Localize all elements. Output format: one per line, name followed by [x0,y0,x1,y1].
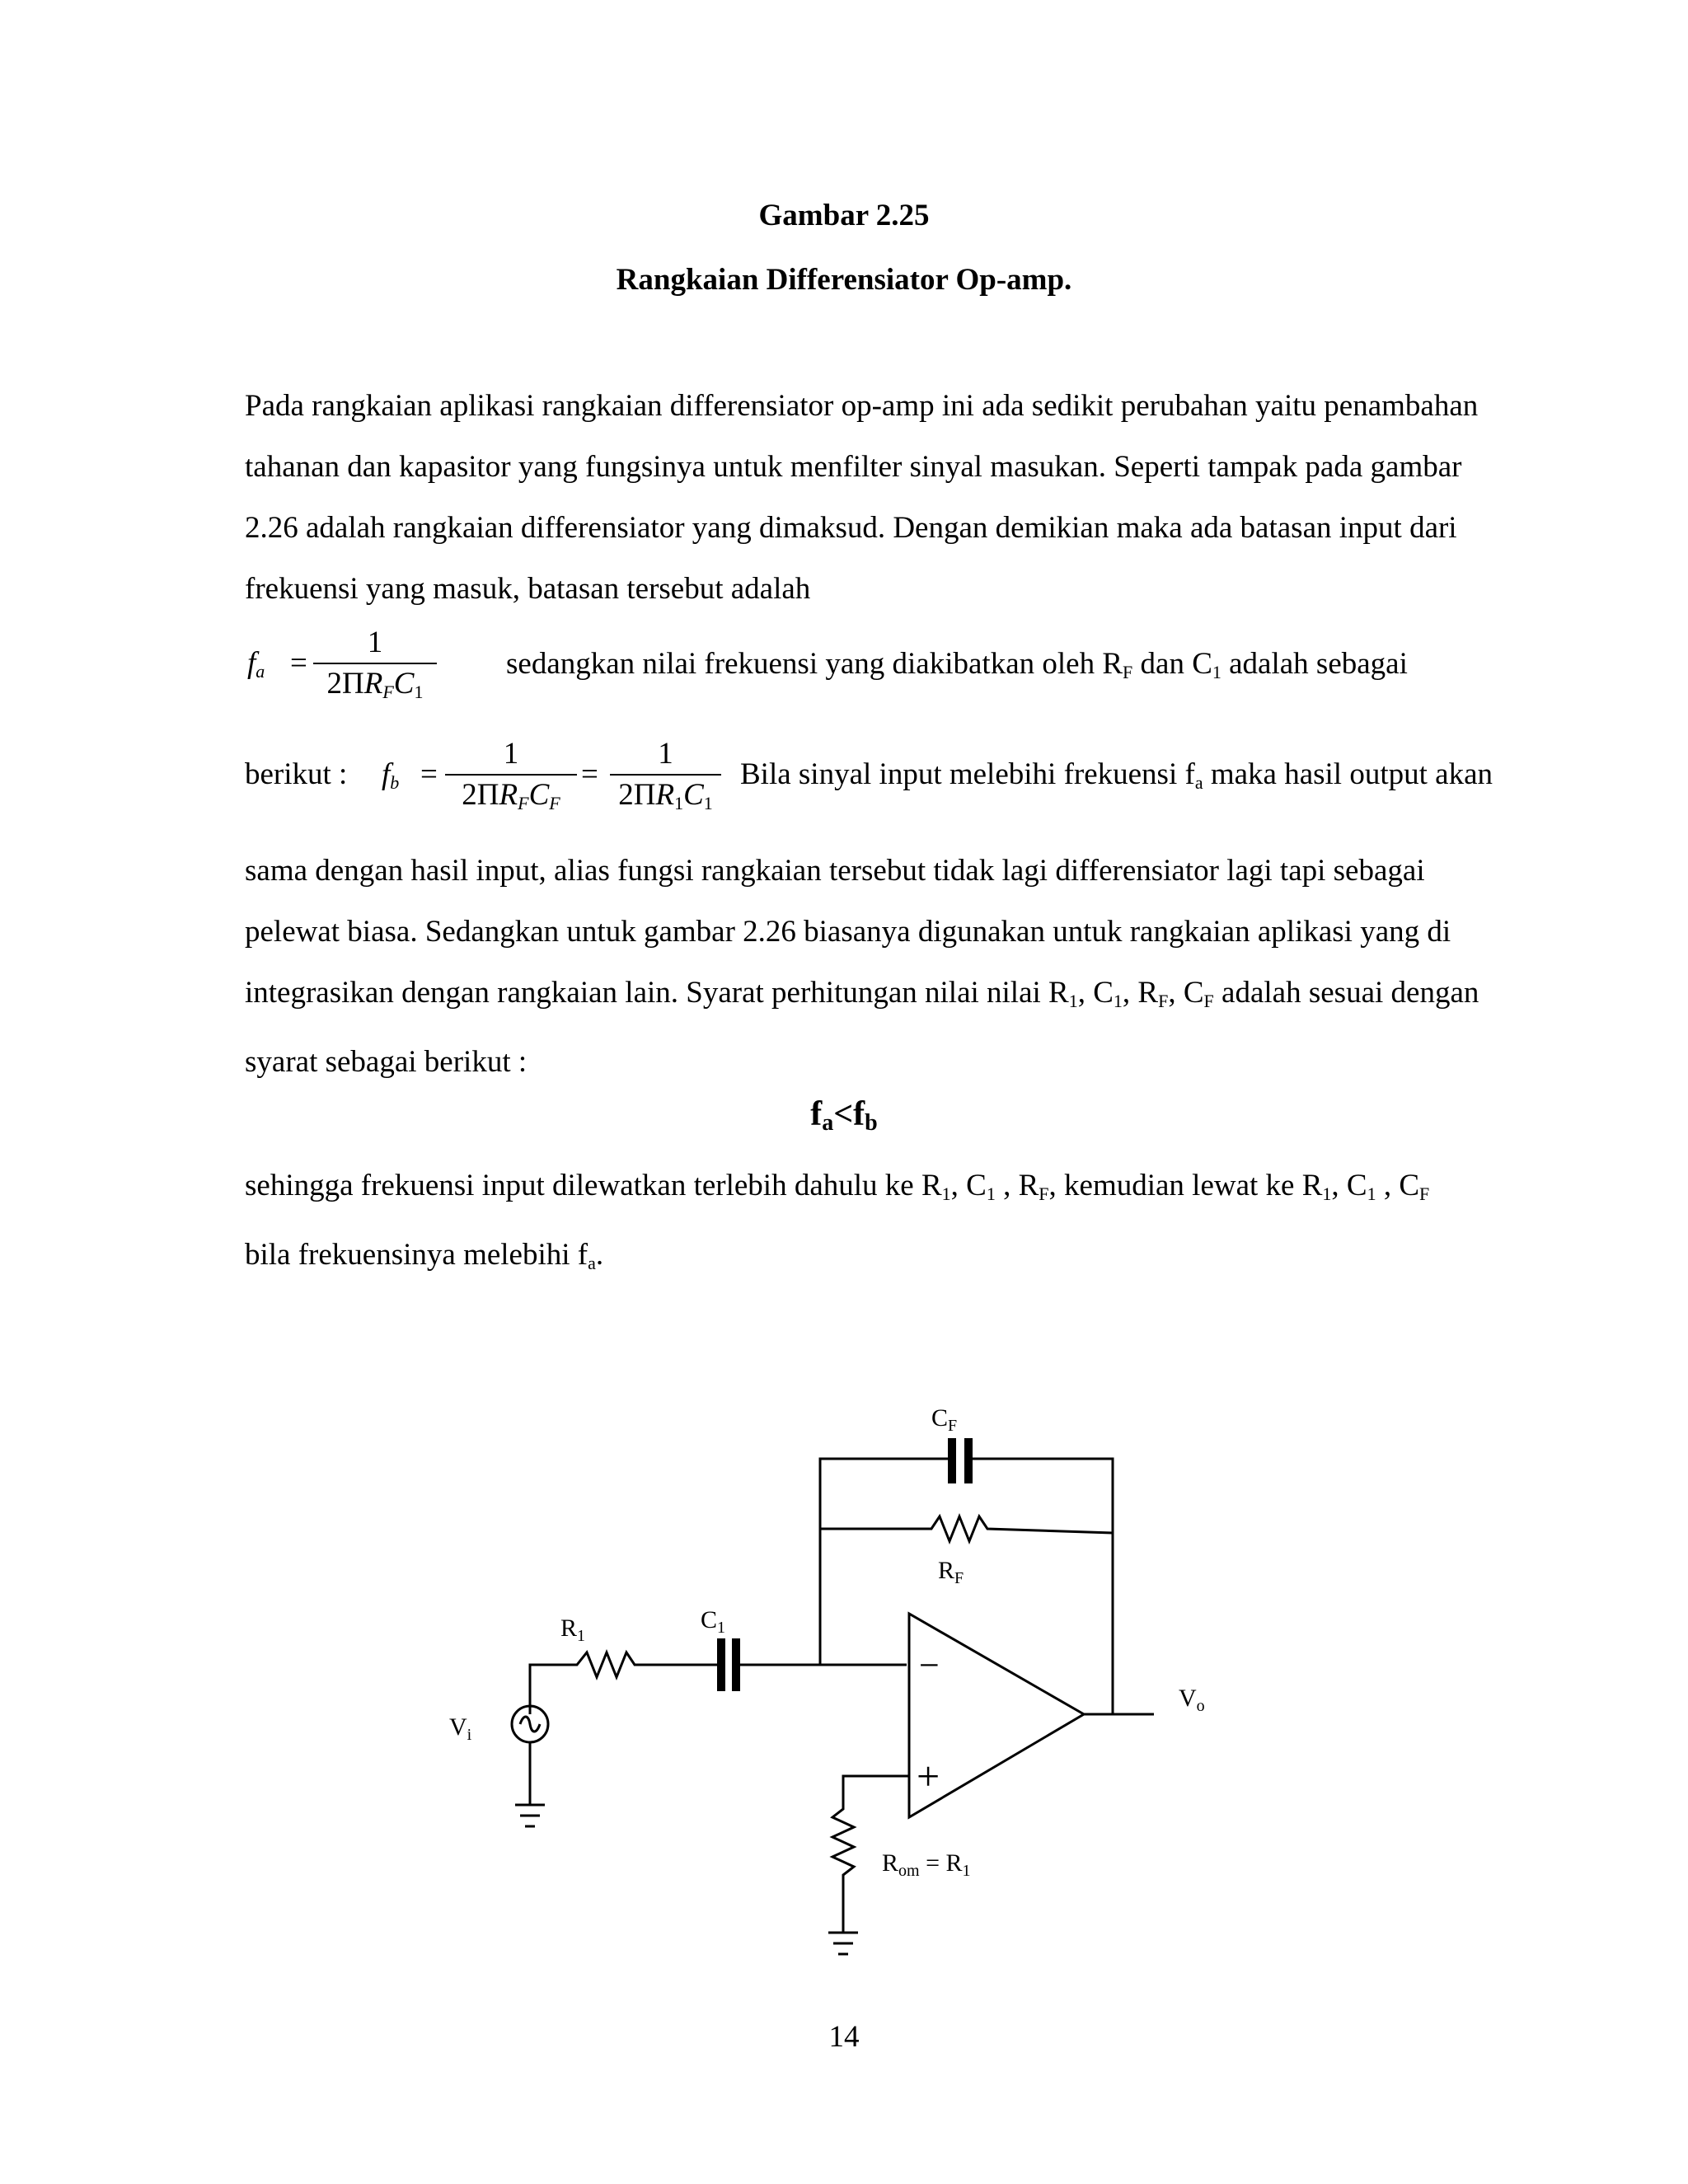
c1-label: $C_1$ [701,1606,726,1637]
rf-feedback-wire [820,1516,1113,1541]
paragraph-2-line: pelewat biasa. Sedangkan untuk gambar 2.26 biasanya digunakan untuk rangkaian aplikasi yang di [245,915,1451,949]
formula-fb-text: Bila sinyal input melebihi frekuensi $f_a$ maka hasil output akan [740,757,1493,793]
vo-label: $V_o$ [1179,1685,1205,1715]
formula-fb-fraction-2-denominator: $2\Pi R_1C_1$ [618,778,713,813]
rom-label: $R_{om} = R_1$ [882,1849,971,1880]
rf-label: $R_F$ [938,1557,964,1587]
page-number: 14 [828,2020,860,2054]
opamp-minus-label: − [919,1645,940,1685]
cf-feedback-wire [820,1459,952,1665]
paragraph-3-line: bila frekuensinya melebihi $f_a$. [245,1238,604,1273]
paragraph-1-line: tahanan dan kapasitor yang fungsinya untuk menfilter sinyal masukan. Seperti tampak pada gambar [245,450,1462,484]
r1-label: $R_1$ [560,1615,586,1645]
formula-fb-fraction-1-denominator: $2\Pi R_FC_F$ [462,778,560,813]
paragraph-2-line: sama dengan hasil input, alias fungsi rangkaian tersebut tidak lagi differensiator lagi tapi sebagai [245,854,1425,888]
paragraph-3-line: sehingga frekuensi input dilewatkan terlebih dahulu ke $R_1$, $C_1$ , $R_F$, kemudian lewat ke $R_1$, $C_1$ , $C_F$ [245,1169,1430,1204]
cf-feedback-wire-right [968,1459,1113,1714]
formula-fa-numerator: 1 [367,626,383,659]
cf-label: $C_F$ [931,1404,958,1435]
formula-fa-lhs: $f_a$ [247,646,265,682]
formula-fb-lhs: $f_b$ [382,757,400,793]
formula-fb-lead: berikut : [245,757,348,791]
vi-label: $V_i$ [449,1713,472,1744]
vi-source-sine [520,1717,540,1732]
formula-fb-equals: = [420,757,438,791]
paragraph-1-line: Pada rangkaian aplikasi rangkaian differensiator op-amp ini ada sedikit perubahan yaitu penambahan [245,389,1479,423]
input-wire-top [530,1652,668,1714]
formula-fa-text: sedangkan nilai frekuensi yang diakibatkan oleh $R_F$ dan $C_1$ adalah sebagai [506,647,1408,682]
formula-fb-equals-2: = [581,757,598,791]
formula-fb-fraction-2-numerator: 1 [658,737,673,771]
formula-fb-fraction-1-numerator: 1 [503,737,519,771]
figure-title: Rangkaian Differensiator Op-amp. [616,263,1072,297]
opamp-plus-label: + [917,1753,940,1799]
figure-label: Gambar 2.25 [758,199,930,232]
formula-fa-denominator: $2\Pi R_FC_1$ [326,667,424,702]
formula-fa-equals: = [290,646,307,680]
paragraph-1-line: frekuensi yang masuk, batasan tersebut adalah [245,572,811,606]
paragraph-1-line: 2.26 adalah rangkaian differensiator yang dimaksud. Dengan demikian maka ada batasan input dari [245,511,1457,545]
paragraph-2-line: integrasikan dengan rangkaian lain. Syarat perhitungan nilai nilai $R_1$, $C_1$, $R_F$, $C_F$ adalah sesuai dengan [245,976,1479,1011]
condition: $f_a<f_b$ [810,1095,878,1136]
paragraph-2-line: syarat sebagai berikut : [245,1045,528,1079]
